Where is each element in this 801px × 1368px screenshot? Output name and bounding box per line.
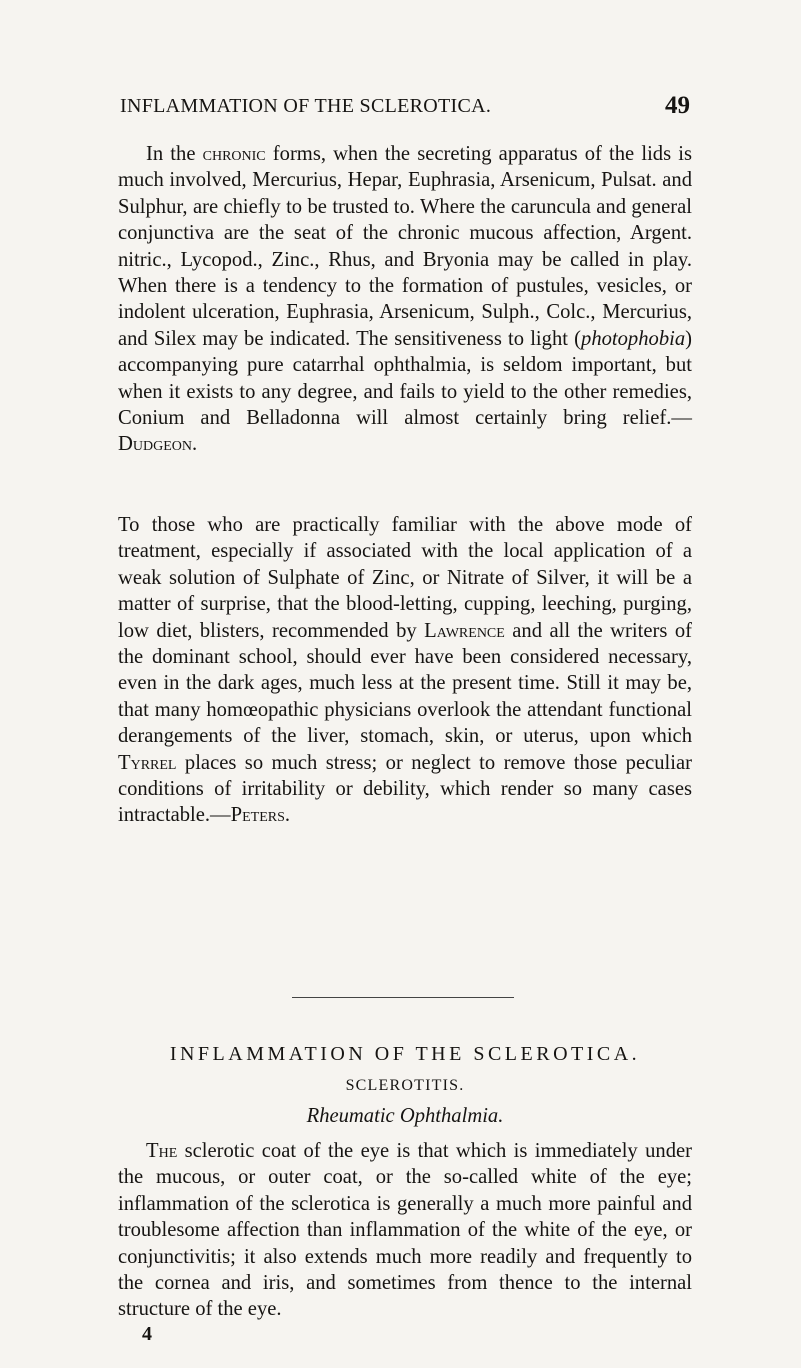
- paragraph-treatment: [118, 512, 692, 829]
- para3-lead-word: The: [146, 1140, 178, 1162]
- body-block-top: [118, 141, 692, 458]
- paragraph-sclerotic-coat: [118, 1138, 692, 1323]
- para1-author: Dudgeon.: [118, 433, 198, 456]
- para1-text-b: forms, when the secreting apparatus of the lids is much involved, Mercurius, Hepar, Euphrasia, Arsenicum, Pulsat. and Sulphur, are chiefly to be trusted to. Where the caruncula and general conjunctiva are the seat of the chronic mucous affection, Argent. nitric., Lycopod., Zinc., Rhus, and Bryonia may be called in play. When there is a tendency to the formation of pustules, vesicles, or indolent ulceration, Euphrasia, Arsenicum, Sulph., Colc., Mercurius, and Silex may be indicated. The sensitiveness to light (: [118, 143, 692, 350]
- running-head: [116, 93, 690, 119]
- page-number: 49: [665, 92, 690, 119]
- para1-text-a: In the: [146, 143, 203, 165]
- para1-photophobia-word: photophobia: [581, 327, 686, 350]
- para1-text-c: ) accompanying pure catarrhal ophthalmia, is seldom important, but when it exists to any degree, and fails to yield to the other remedies, Conium and Belladonna will almost certainly bring relief.—: [118, 327, 692, 430]
- para2-text-b: and all the writers of the dominant school, should ever have been considered necessary, even in the dark ages, much less at the present time. Still it may be, that many homœopathic physicians overlook the attendant functional derangements of the liver, stomach, skin, or uterus, upon which: [118, 619, 692, 748]
- para1-chronic-word: chronic: [202, 143, 266, 165]
- body-block-bottom: [118, 1138, 692, 1323]
- para2-tyrrel: Tyrrel: [118, 751, 177, 774]
- section-divider-rule: [292, 997, 514, 998]
- signature-mark: 4: [142, 1323, 152, 1345]
- para2-lawrence: Lawrence: [424, 619, 505, 642]
- section-subheading: Rheumatic Ophthalmia.: [306, 1105, 504, 1127]
- body-block-middle: [118, 512, 692, 829]
- para2-text-c: places so much stress; or neglect to remove those peculiar conditions of irritability or debility, which render so many cases intractable.—: [118, 751, 692, 827]
- running-head-title: INFLAMMATION OF THE SCLEROTICA.: [120, 95, 492, 117]
- para3-text: sclerotic coat of the eye is that which is immediately under the mucous, or outer coat, or the so-called white of the eye; inflammation of the sclerotica is generally a much more painful and troublesome affection than inflammation of the white of the eye, or conjunctivitis; it also extends much more readily and frequently to the cornea and iris, and sometimes from thence to the internal structure of the eye.: [118, 1140, 692, 1321]
- para2-author: Peters.: [230, 804, 291, 827]
- section-subtitle: SCLEROTITIS.: [345, 1077, 465, 1094]
- paragraph-chronic-forms: [118, 141, 692, 458]
- para2-text-a: To those who are practically familiar with the above mode of treatment, especially if associated with the local application of a weak solution of Sulphate of Zinc, or Nitrate of Silver, it will be a matter of surprise, that the blood-letting, cupping, leeching, purging, low diet, blisters, recommended by: [118, 514, 692, 642]
- section-title: INFLAMMATION OF THE SCLEROTICA.: [169, 1043, 641, 1065]
